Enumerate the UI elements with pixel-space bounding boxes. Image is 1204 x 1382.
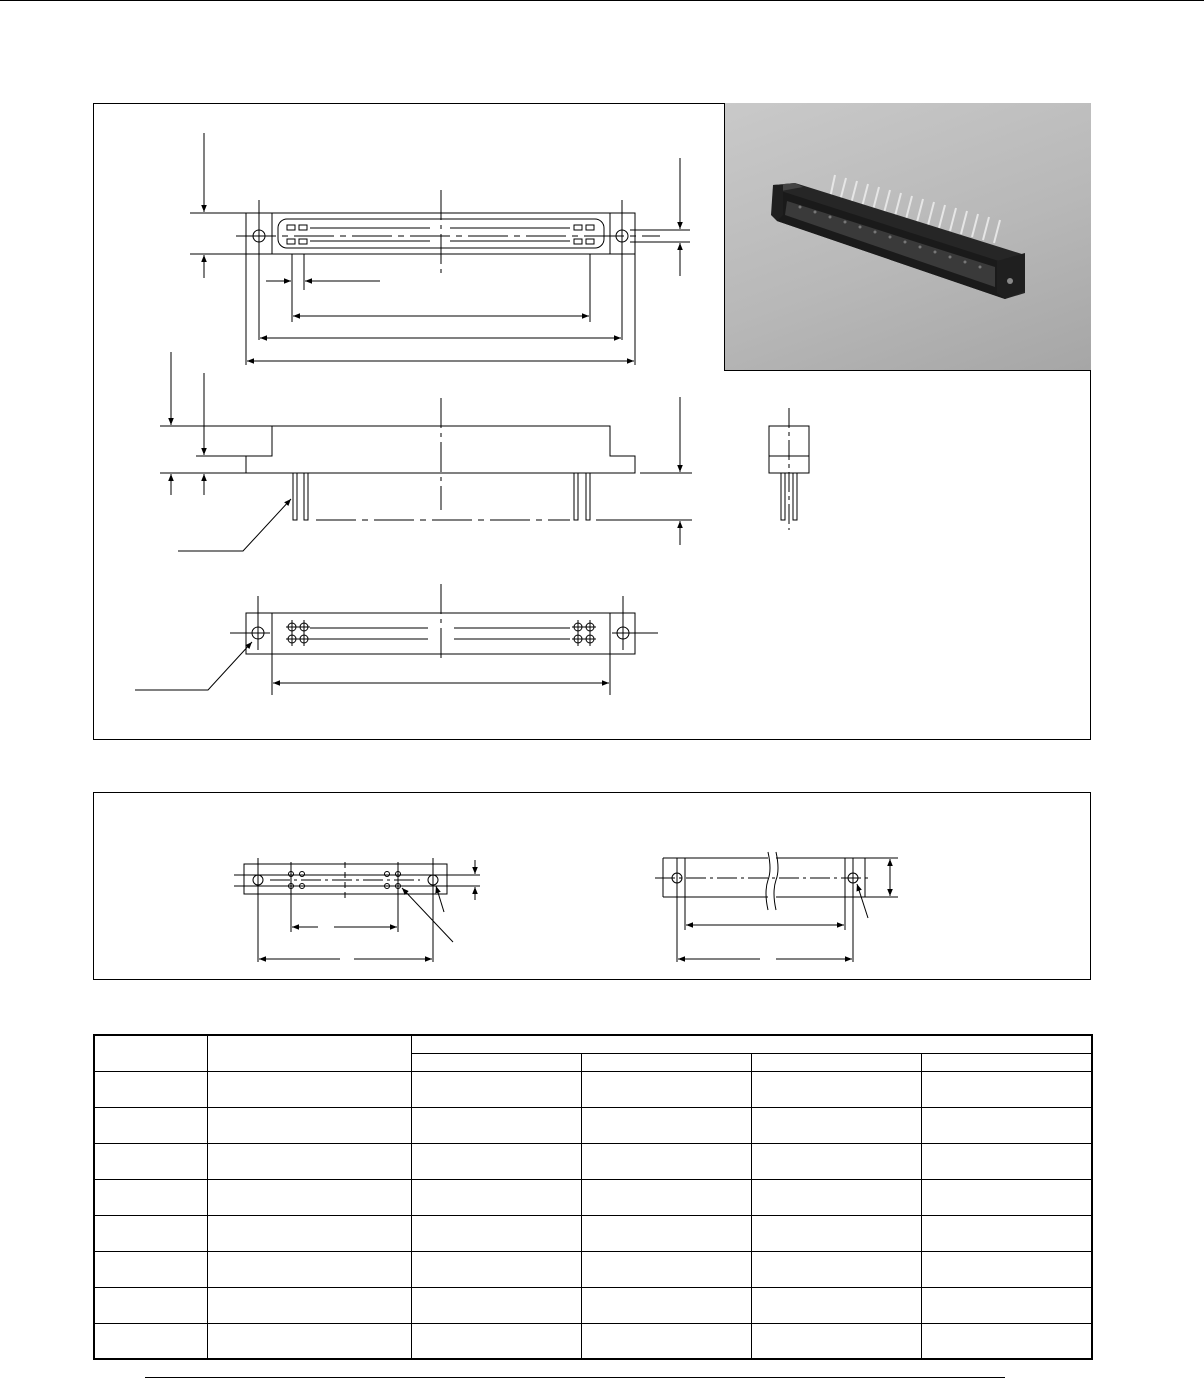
table-cell	[751, 1251, 921, 1287]
table-cell	[581, 1107, 751, 1143]
table-cell	[751, 1287, 921, 1323]
table-cell	[751, 1107, 921, 1143]
table-header-row	[94, 1035, 1092, 1053]
table-cell	[207, 1107, 411, 1143]
table-row	[94, 1251, 1092, 1287]
header-cell	[207, 1035, 411, 1071]
table-row	[94, 1323, 1092, 1359]
table-cell	[411, 1107, 581, 1143]
table-cell	[411, 1143, 581, 1179]
table-row	[94, 1179, 1092, 1215]
table-cell	[207, 1251, 411, 1287]
side-view	[160, 352, 692, 551]
table-cell	[581, 1071, 751, 1107]
spec-table	[93, 1034, 1093, 1360]
table-cell	[921, 1215, 1092, 1251]
table-cell	[207, 1287, 411, 1323]
table-cell	[581, 1179, 751, 1215]
table-cell	[921, 1287, 1092, 1323]
table-cell	[411, 1215, 581, 1251]
top-view	[190, 133, 690, 365]
table-row	[94, 1215, 1092, 1251]
table-cell	[921, 1143, 1092, 1179]
table-cell	[94, 1215, 207, 1251]
page-bottom-rule	[145, 1377, 1005, 1378]
subheader-cell	[581, 1053, 751, 1071]
table-cell	[751, 1143, 921, 1179]
table-cell	[921, 1323, 1092, 1359]
table-body	[94, 1071, 1092, 1359]
pcb-layout-box	[93, 792, 1091, 980]
table-row	[94, 1071, 1092, 1107]
table-cell	[581, 1143, 751, 1179]
table-cell	[581, 1251, 751, 1287]
table-cell	[411, 1323, 581, 1359]
table-cell	[94, 1107, 207, 1143]
table-cell	[94, 1143, 207, 1179]
table-cell	[411, 1287, 581, 1323]
table-cell	[921, 1179, 1092, 1215]
table-cell	[207, 1179, 411, 1215]
table-cell	[921, 1251, 1092, 1287]
table-cell	[581, 1215, 751, 1251]
table-cell	[411, 1251, 581, 1287]
table-row	[94, 1287, 1092, 1323]
table-cell	[94, 1071, 207, 1107]
table-cell	[921, 1107, 1092, 1143]
table-cell	[94, 1287, 207, 1323]
header-group-cell	[411, 1035, 1092, 1053]
table-cell	[411, 1071, 581, 1107]
table-cell	[581, 1287, 751, 1323]
table-cell	[207, 1071, 411, 1107]
header-cell	[94, 1035, 207, 1071]
table-cell	[207, 1323, 411, 1359]
table-cell	[94, 1323, 207, 1359]
table-cell	[751, 1323, 921, 1359]
end-view	[769, 408, 809, 530]
table-row	[94, 1143, 1092, 1179]
table-cell	[94, 1179, 207, 1215]
table-cell	[581, 1323, 751, 1359]
table-cell	[207, 1143, 411, 1179]
table-cell	[94, 1251, 207, 1287]
table-cell	[751, 1215, 921, 1251]
table-cell	[921, 1071, 1092, 1107]
table-row	[94, 1107, 1092, 1143]
table-cell	[207, 1215, 411, 1251]
subheader-cell	[921, 1053, 1092, 1071]
table-cell	[411, 1179, 581, 1215]
table-cell	[751, 1071, 921, 1107]
table-cell	[751, 1179, 921, 1215]
subheader-cell	[751, 1053, 921, 1071]
bottom-view	[135, 584, 658, 695]
subheader-cell	[411, 1053, 581, 1071]
